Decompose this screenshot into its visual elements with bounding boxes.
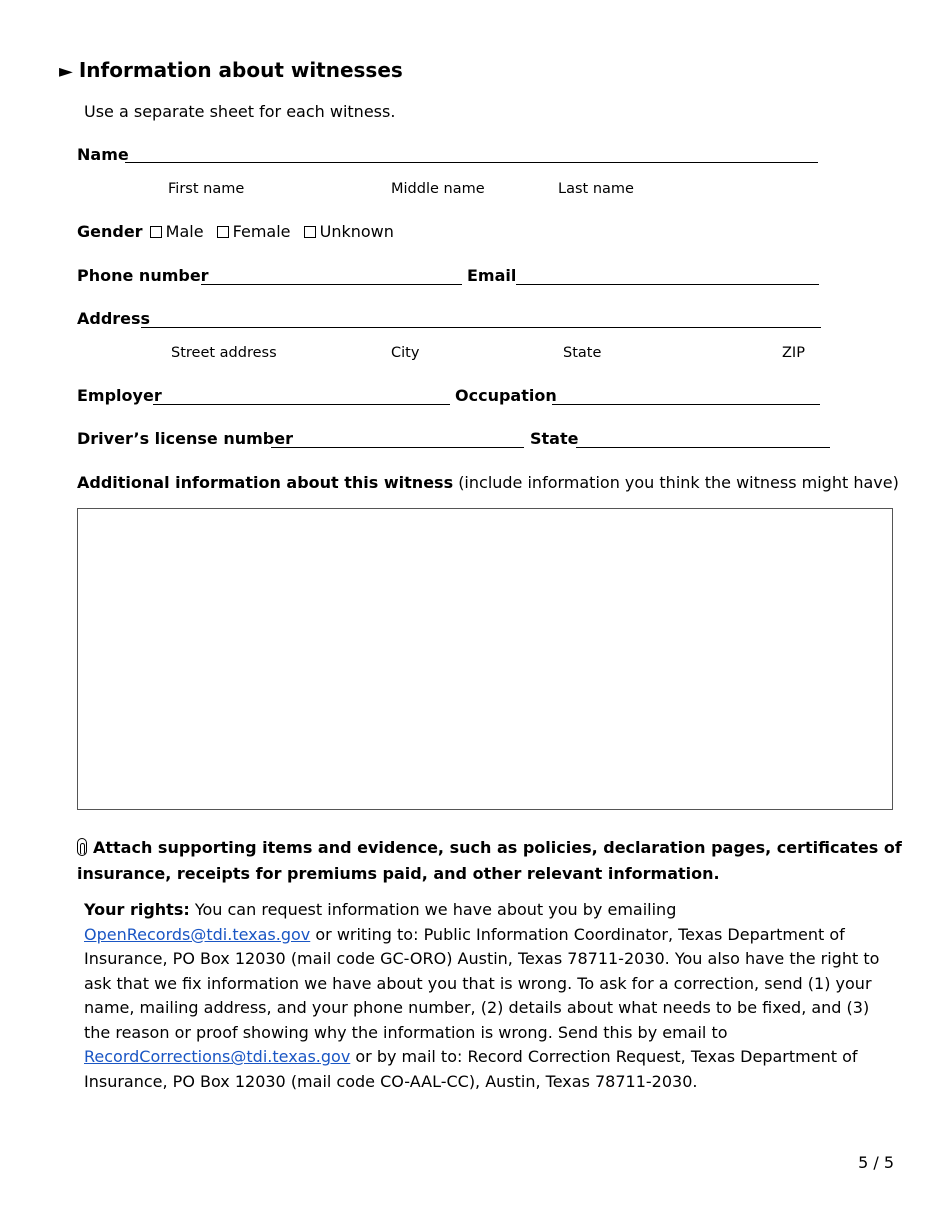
additional-info-label: Additional information about this witness (include information you think the witness might have) <box>77 473 899 492</box>
record-corrections-email-link[interactable]: RecordCorrections@tdi.texas.gov <box>84 1047 351 1066</box>
checkbox-icon[interactable] <box>150 226 162 238</box>
occupation-label: Occupation <box>455 386 557 405</box>
page-number: 5 / 5 <box>858 1153 894 1172</box>
email-label: Email <box>467 266 517 285</box>
address-field[interactable] <box>141 327 821 328</box>
zip-sublabel: ZIP <box>782 345 805 361</box>
section-title: Information about witnesses <box>78 58 403 82</box>
state-label: State <box>530 429 579 448</box>
gender-label: Gender <box>77 222 143 241</box>
phone-label: Phone number <box>77 266 209 285</box>
first-name-sublabel: First name <box>168 181 245 197</box>
additional-info-hint: (include information you think the witness might have) <box>458 473 899 492</box>
arrow-right-icon: ► <box>59 61 73 82</box>
occupation-field[interactable] <box>552 404 820 405</box>
paperclip-icon <box>77 838 87 856</box>
employer-label: Employer <box>77 386 162 405</box>
license-field[interactable] <box>271 447 524 448</box>
additional-info-textarea[interactable] <box>77 508 893 810</box>
open-records-email-link[interactable]: OpenRecords@tdi.texas.gov <box>84 924 311 944</box>
checkbox-icon[interactable] <box>304 226 316 238</box>
rights-paragraph: Your rights: You can request information we have about you by emailing OpenRecords@tdi.texas.gov or writing to: Public Information Coordinator, Texas Department of Insurance, PO Box 12030 (mail code GC-ORO) Austin, Texas 78711-2030. You also have the right to ask that we fix information we have about you that is wrong. To ask for a correction, send (1) your name, mailing address, and your phone number, (2) details about what needs to be fixed, and (3) the reason or proof showing why the information is wrong. Send this by email to RecordCorrections@tdi.texas.gov or by mail to: Record Correction Request, Texas Department of Insurance, PO Box 12030 (mail code CO-AAL-CC), Austin, Texas 78711-2030. <box>84 900 880 1091</box>
gender-option-unknown[interactable]: Unknown <box>302 222 394 241</box>
last-name-sublabel: Last name <box>558 181 634 197</box>
phone-field[interactable] <box>201 284 462 285</box>
checkbox-icon[interactable] <box>217 226 229 238</box>
middle-name-sublabel: Middle name <box>391 181 485 197</box>
section-heading <box>59 58 403 82</box>
name-field[interactable] <box>125 162 818 163</box>
email-field[interactable] <box>516 284 819 285</box>
gender-option-male[interactable]: Male <box>148 222 204 241</box>
attach-note: Attach supporting items and evidence, such as policies, declaration pages, certificates of insurance, receipts for premiums paid, and other relevant information. <box>77 838 902 883</box>
gender-option-female[interactable]: Female <box>215 222 291 241</box>
name-label: Name <box>77 145 129 164</box>
instruction-text: Use a separate sheet for each witness. <box>84 102 396 121</box>
gender-row <box>77 222 400 241</box>
street-address-sublabel: Street address <box>171 345 277 361</box>
state-field[interactable] <box>576 447 830 448</box>
employer-field[interactable] <box>153 404 450 405</box>
license-label: Driver’s license number <box>77 429 293 448</box>
rights-label: Your rights: <box>84 900 190 919</box>
city-sublabel: City <box>391 345 420 361</box>
state-sublabel: State <box>563 345 602 361</box>
address-label: Address <box>77 309 151 328</box>
